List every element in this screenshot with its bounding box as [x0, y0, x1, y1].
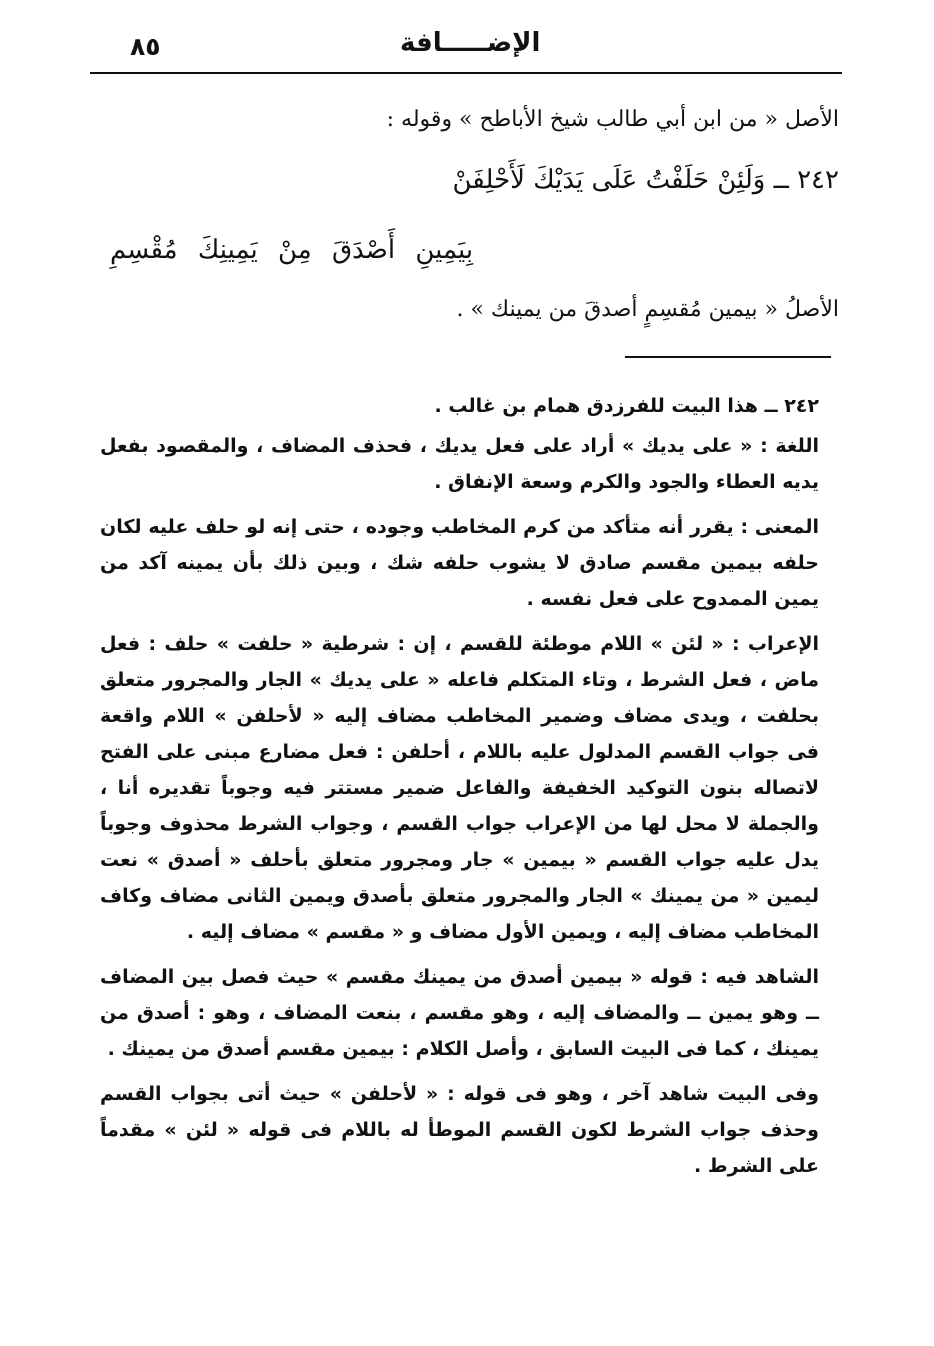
footnote-intro: ٢٤٢ ــ هذا البيت للفرزدق همام بن غالب . — [434, 395, 819, 417]
footnote-divider — [625, 356, 831, 358]
footnote-akhar: وفى البيت شاهد آخر ، وهو فى قوله : « لأحلفن » حيث أتى بجواب القسم وحذف جواب الشرط لكون القسم الموطأ له باللام فى قوله « لئن » مقدماً على الشرط . — [100, 1083, 819, 1177]
footnote-irab: الإعراب : « لئن » اللام موطئة للقسم ، إن : شرطية « حلفت » حلف : فعل ماض ، فعل الشرط ، وتاء المتكلم فاعله « على يديك » الجار والمجرور متعلق بحلفت ، ويدى مضاف وضمير المخاطب مضاف إليه « لأحلفن » اللام واقعة فى جواب القسم المدلول عليه باللام ، أحلفن : فعل مضارع مبنى على الفتح لاتصاله بنون التوكيد الخفيفة والفاعل ضمير مستتر فيه وجوباً تقديره أنا ، والجملة لا محل لها من الإعراب جواب القسم ، وجواب الشرط محذوف وجوباً يدل عليه جواب القسم « بيمين » جار ومجرور متعلق بأحلف « أصدق » نعت ليمين « من يمينك » الجار والمجرور متعلق بأصدق ويمين الثانى مضاف وكاف المخاطب مضاف إليه ، ويمين الأول مضاف و « مقسم » مضاف إليه . — [100, 633, 819, 943]
hemistich-2: بِيَمِينِ أَصْدَقَ مِنْ يَمِينِكَ مُقْسِمِ — [110, 235, 474, 265]
header-divider — [90, 72, 842, 74]
hemistich-1: ــ وَلَئِنْ حَلَفْتُ عَلَى يَدَيْكَ لَأَحْلِفَنْ — [452, 165, 789, 195]
footnote-shahid: الشاهد فيه : قوله « بيمين أصدق من يمينك مقسم » حيث فصل بين المضاف ــ وهو يمين ــ والمضاف إليه ، وهو مقسم ، بنعت المضاف ، وهو : أصدق من يمينك ، كما فى البيت السابق ، وأصل الكلام : بيمين مقسم أصدق من يمينك . — [100, 966, 819, 1060]
page-header — [90, 22, 840, 72]
footnotes — [100, 388, 819, 1193]
main-text-line: الأصلُ « بيمين مُقسِمٍ أصدقَ من يمينك » . — [456, 297, 839, 322]
page-number: ٨٥ — [130, 32, 161, 61]
main-text-line: الأصل « من ابن أبي طالب شيخ الأباطح » وقوله : — [386, 107, 839, 132]
footnote-lugha: اللغة : « على يديك » أراد على فعل يديك ، فحذف المضاف ، والمقصود بفعل يديه العطاء والجود والكرم وسعة الإنفاق . — [100, 435, 819, 493]
verse-first-hemistich — [453, 165, 839, 195]
footnote-maana: المعنى : يقرر أنه متأكد من كرم المخاطب وجوده ، حتى إنه لو حلف عليه لكان حلفه بيمين مقسم صادق لا يشوب حلفه شك ، وبين ذلك بأن يمينه آكد من يمين الممدوح على فعل نفسه . — [100, 516, 819, 610]
running-title: الإضـــــافة — [400, 28, 541, 58]
verse-number: ٢٤٢ — [797, 165, 839, 195]
